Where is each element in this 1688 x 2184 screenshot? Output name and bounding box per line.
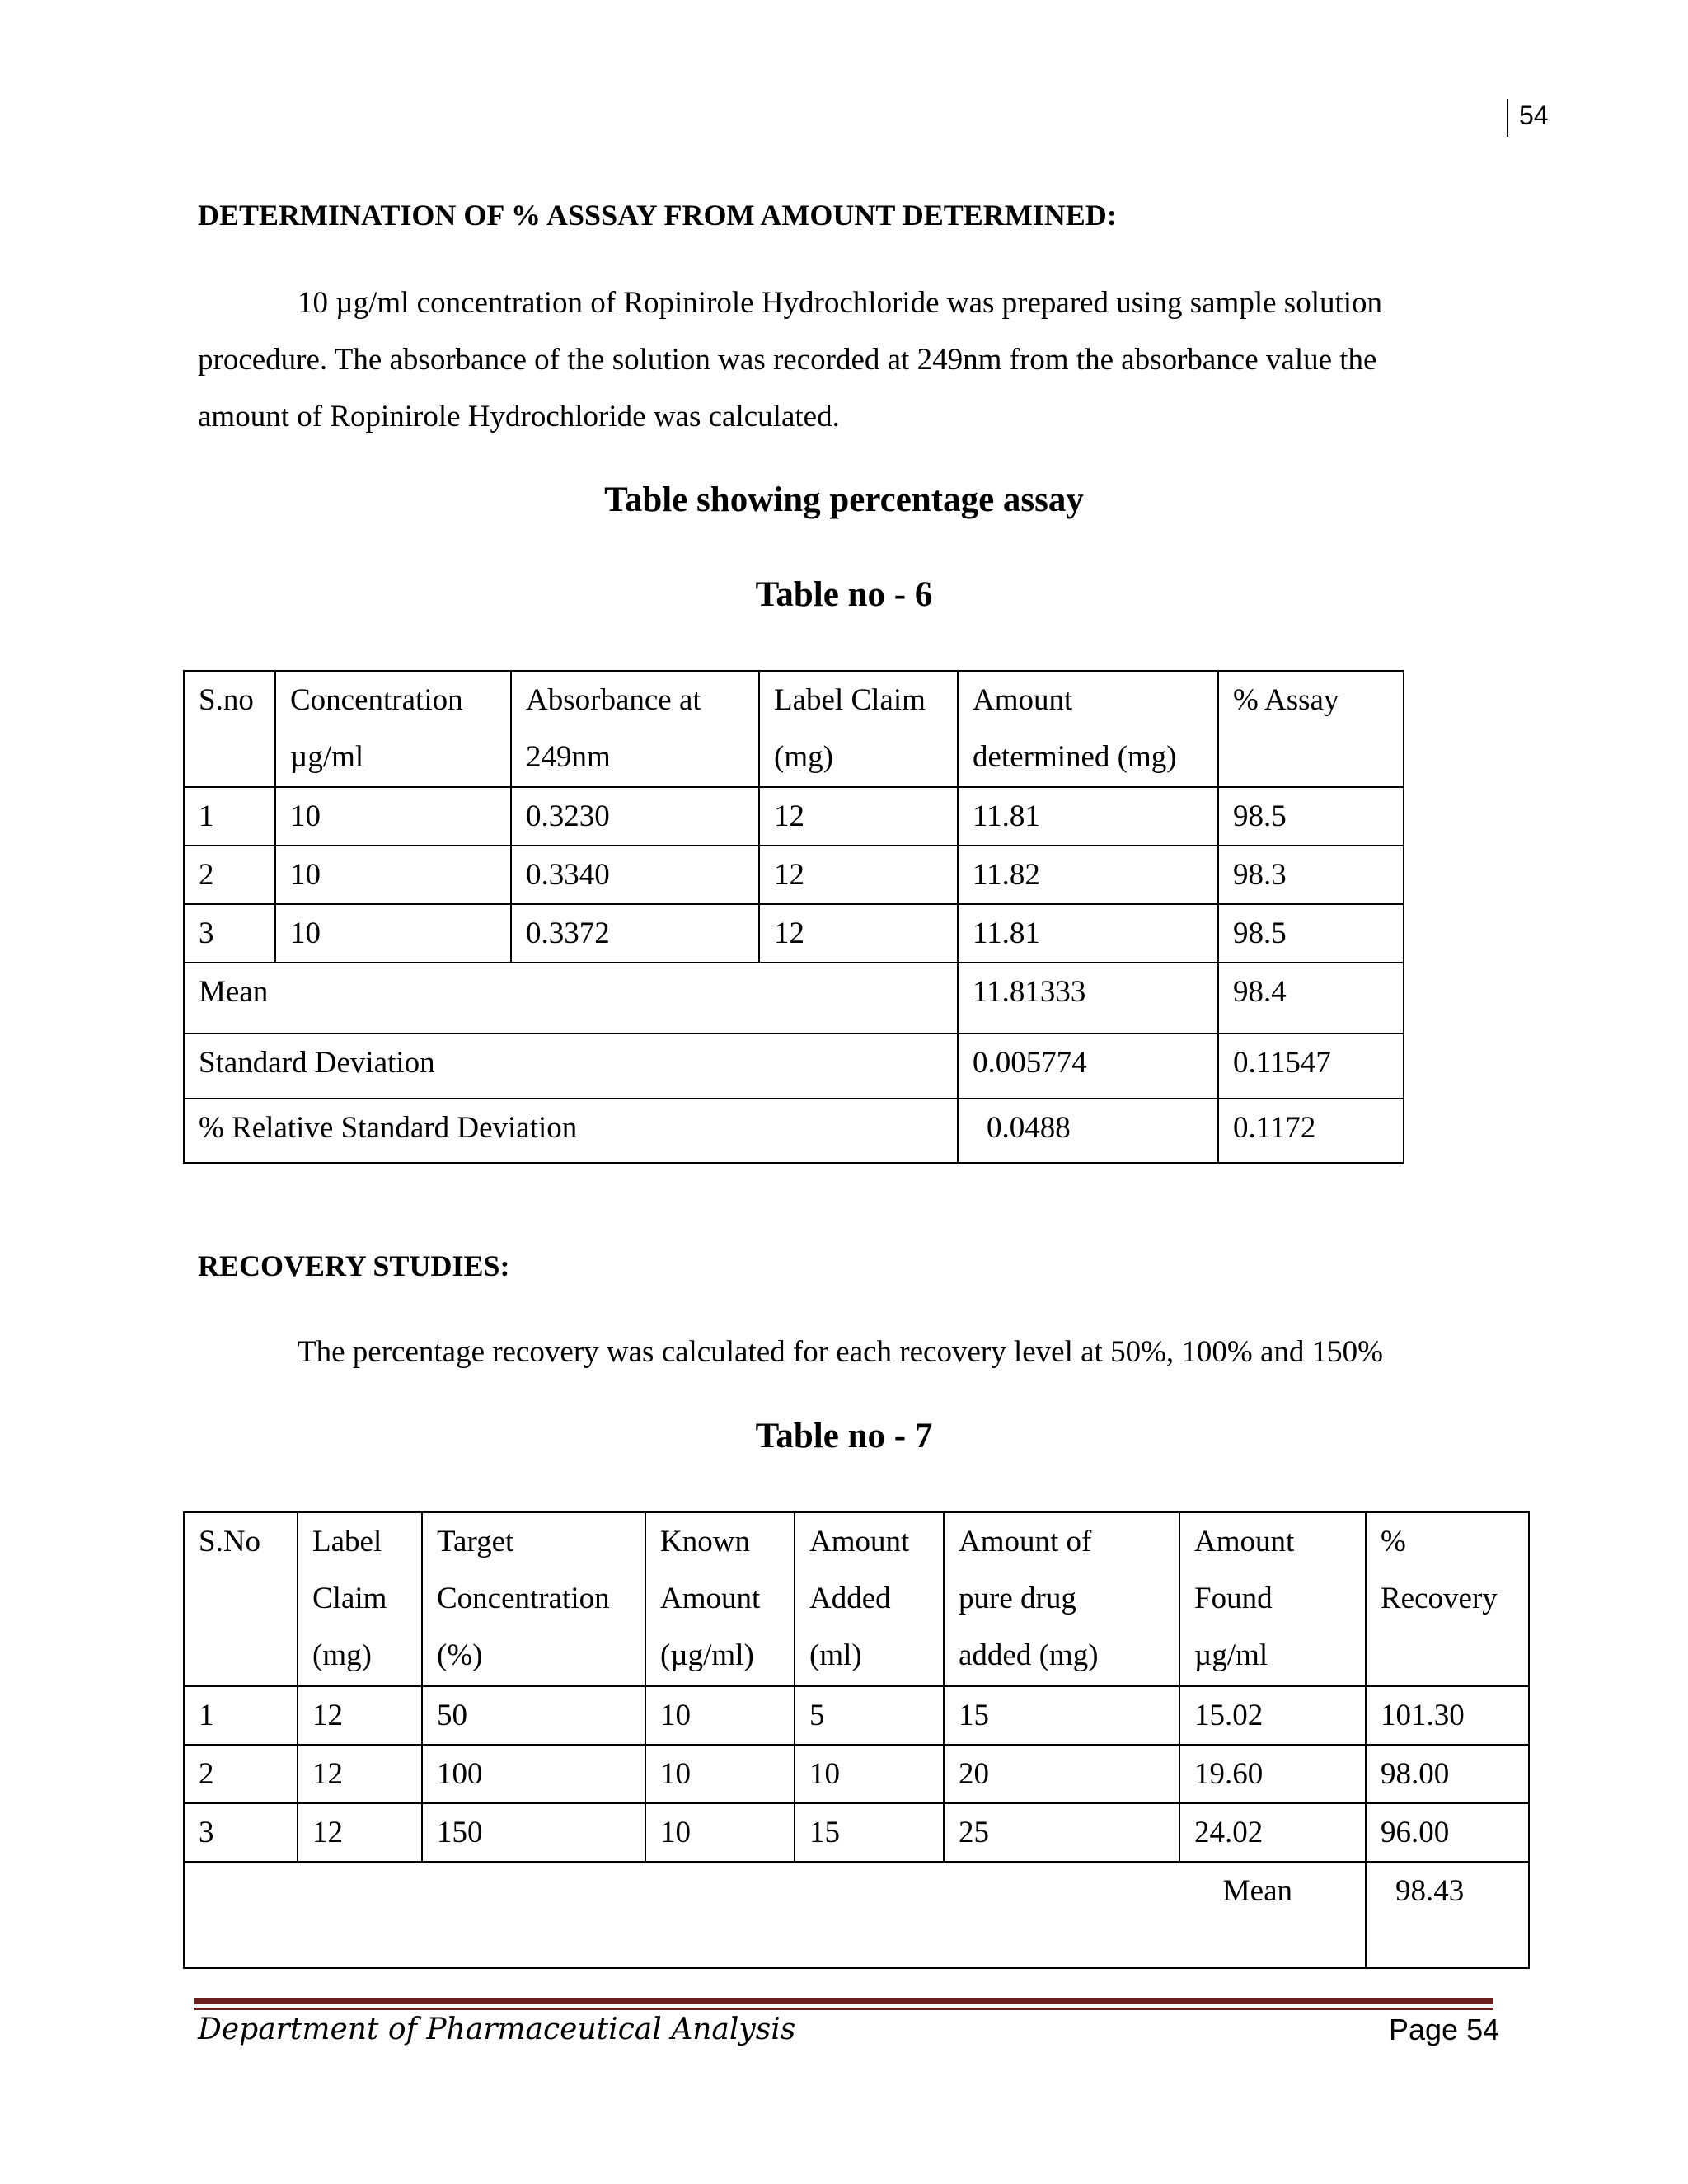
table-6-number: Table no - 6	[755, 575, 933, 614]
footer-rule	[194, 1998, 1493, 2004]
assay-paragraph	[198, 274, 1517, 445]
mean-label: Mean	[184, 1862, 1366, 1968]
table-cell: 98.5	[1218, 787, 1404, 846]
table-caption: Table showing percentage assay	[604, 480, 1084, 519]
header-cell: Known Amount (µg/ml)	[645, 1512, 795, 1686]
table-cell: 11.81	[958, 904, 1218, 963]
table-cell: 0.3372	[511, 904, 759, 963]
header-cell: Amount Found µg/ml	[1179, 1512, 1366, 1686]
paragraph-line: 10 µg/ml concentration of Ropinirole Hydrochloride was prepared using sample solution	[298, 286, 1383, 320]
table-cell: 20	[944, 1745, 1179, 1803]
table-cell: 10	[645, 1745, 795, 1803]
table-cell: 12	[759, 846, 958, 904]
header-divider	[1507, 99, 1508, 137]
table-cell: 11.81	[958, 787, 1218, 846]
table-cell: 12	[759, 787, 958, 846]
table-cell: 10	[645, 1686, 795, 1745]
table-cell: 25	[944, 1803, 1179, 1862]
header-cell: % Recovery	[1366, 1512, 1529, 1686]
footer-page-label: Page 54	[1389, 2013, 1500, 2046]
summary-assay: 0.1172	[1218, 1099, 1404, 1163]
table-cell: 98.3	[1218, 846, 1404, 904]
recovery-heading: RECOVERY STUDIES:	[198, 1249, 510, 1282]
summary-amount: 11.81333	[958, 963, 1218, 1033]
table-cell: 2	[184, 846, 275, 904]
table-cell: 5	[795, 1686, 944, 1745]
table-cell: 1	[184, 787, 275, 846]
summary-label: % Relative Standard Deviation	[184, 1099, 958, 1163]
header-cell: S.No	[184, 1512, 298, 1686]
table-cell: 12	[298, 1745, 422, 1803]
table-cell: 24.02	[1179, 1803, 1366, 1862]
header-cell: Label Claim (mg)	[759, 671, 958, 787]
table-header-row	[184, 671, 1404, 787]
table-cell: 10	[275, 846, 511, 904]
table-cell: 15	[944, 1686, 1179, 1745]
table-cell: 150	[422, 1803, 645, 1862]
table-cell: 101.30	[1366, 1686, 1529, 1745]
header-cell: Target Concentration (%)	[422, 1512, 645, 1686]
header-cell: Amount determined (mg)	[958, 671, 1218, 787]
table-cell: 10	[275, 787, 511, 846]
summary-label: Standard Deviation	[184, 1033, 958, 1099]
summary-row-sd	[184, 1033, 1404, 1099]
summary-row-rsd	[184, 1099, 1404, 1163]
header-cell: Label Claim (mg)	[298, 1512, 422, 1686]
table-cell: 12	[298, 1686, 422, 1745]
table-cell: 98.00	[1366, 1745, 1529, 1803]
table-cell: 15	[795, 1803, 944, 1862]
summary-row-mean	[184, 963, 1404, 1033]
table-cell: 50	[422, 1686, 645, 1745]
table-row	[184, 1803, 1529, 1862]
paragraph-line: procedure. The absorbance of the solution was recorded at 249nm from the absorbance value the	[198, 343, 1377, 377]
header-cell: Absorbance at 249nm	[511, 671, 759, 787]
table-cell: 96.00	[1366, 1803, 1529, 1862]
table-cell: 19.60	[1179, 1745, 1366, 1803]
summary-assay: 0.11547	[1218, 1033, 1404, 1099]
footer-rule-thin	[194, 2008, 1493, 2010]
mean-row	[184, 1862, 1529, 1968]
table-cell: 12	[298, 1803, 422, 1862]
table-cell: 100	[422, 1745, 645, 1803]
header-cell: Amount of pure drug added (mg)	[944, 1512, 1179, 1686]
table-row	[184, 787, 1404, 846]
table-header-row	[184, 1512, 1529, 1686]
table-7-number: Table no - 7	[755, 1417, 933, 1455]
page-number: 54	[1519, 101, 1549, 130]
table-cell: 10	[275, 904, 511, 963]
summary-label: Mean	[184, 963, 958, 1033]
table-cell: 12	[759, 904, 958, 963]
summary-assay: 98.4	[1218, 963, 1404, 1033]
table-cell: 10	[645, 1803, 795, 1862]
footer-department: Department of Pharmaceutical Analysis	[198, 2013, 796, 2046]
summary-amount: 0.0488	[958, 1099, 1218, 1163]
table-cell: 15.02	[1179, 1686, 1366, 1745]
summary-amount: 0.005774	[958, 1033, 1218, 1099]
header-cell: Amount Added (ml)	[795, 1512, 944, 1686]
recovery-paragraph: The percentage recovery was calculated for each recovery level at 50%, 100% and 150%	[298, 1335, 1383, 1369]
recovery-table	[183, 1511, 1530, 1969]
paragraph-line: amount of Ropinirole Hydrochloride was calculated.	[198, 400, 840, 434]
table-row	[184, 846, 1404, 904]
header-cell: Concentration µg/ml	[275, 671, 511, 787]
assay-table	[183, 670, 1404, 1164]
header-cell: S.no	[184, 671, 275, 787]
table-row	[184, 1745, 1529, 1803]
table-row	[184, 1686, 1529, 1745]
assay-heading: DETERMINATION OF % ASSSAY FROM AMOUNT DETERMINED:	[198, 199, 1117, 232]
table-cell: 98.5	[1218, 904, 1404, 963]
header-cell: % Assay	[1218, 671, 1404, 787]
mean-value: 98.43	[1366, 1862, 1529, 1968]
table-cell: 10	[795, 1745, 944, 1803]
table-cell: 0.3230	[511, 787, 759, 846]
table-cell: 2	[184, 1745, 298, 1803]
table-cell: 1	[184, 1686, 298, 1745]
table-row	[184, 904, 1404, 963]
table-cell: 0.3340	[511, 846, 759, 904]
table-cell: 3	[184, 904, 275, 963]
table-cell: 3	[184, 1803, 298, 1862]
table-cell: 11.82	[958, 846, 1218, 904]
